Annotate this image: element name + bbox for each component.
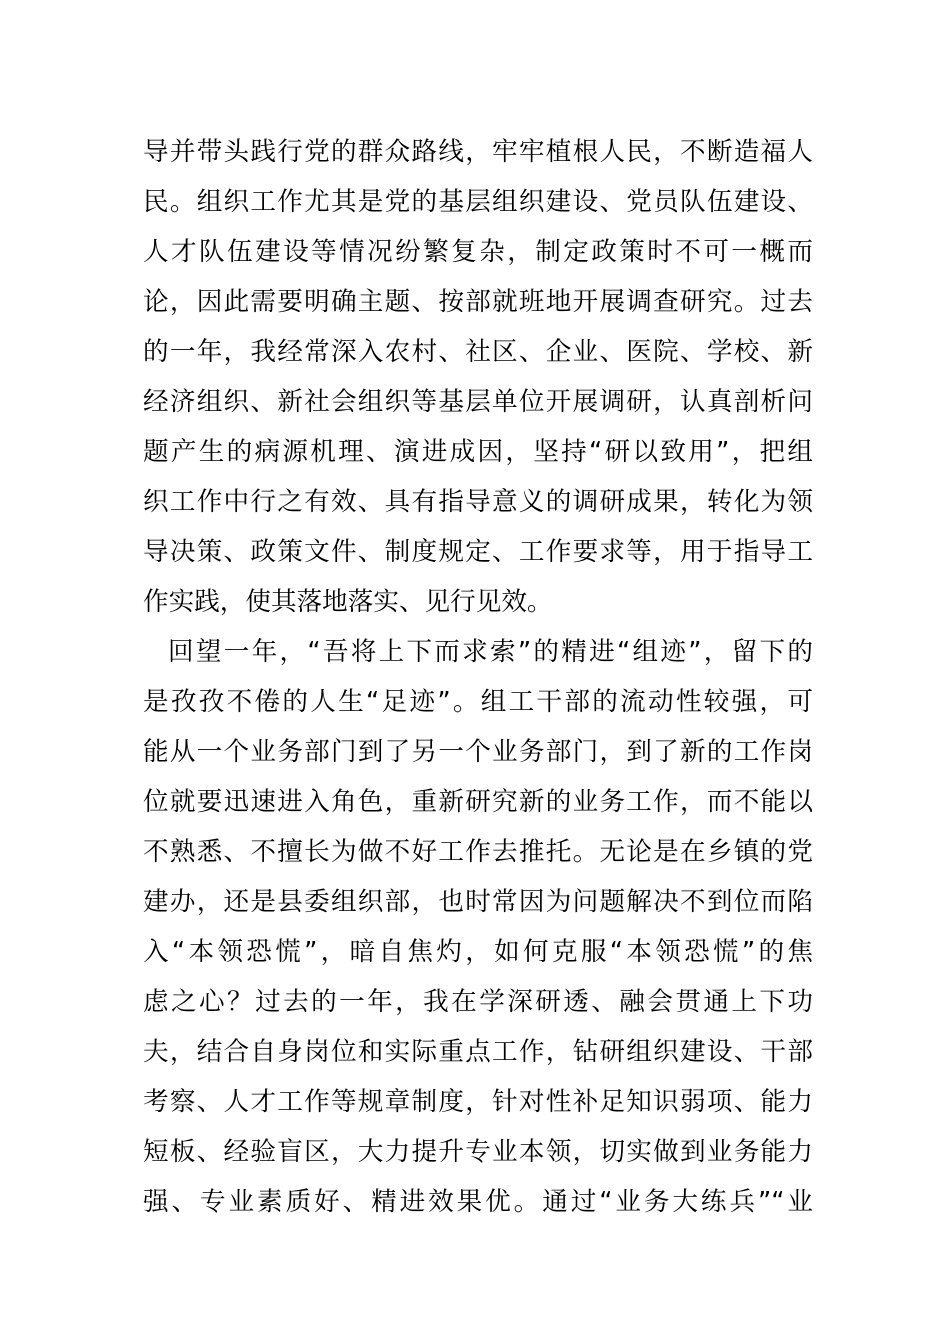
text-line: 回望一年，“吾将上下而求索”的精进“组迹”，留下的 [168,637,813,667]
paragraph-1 [143,127,813,627]
body-text [143,127,813,1227]
text-line: 入“本领恐慌”，暗自焦灼，如何克服“本领恐慌”的焦 [143,937,813,967]
text-line: 考察、人才工作等规章制度，针对性补足知识弱项、能力 [143,1087,813,1117]
text-line: 是孜孜不倦的人生“足迹”。组工干部的流动性较强，可 [143,687,813,717]
text-line: 虑之心？过去的一年，我在学深研透、融会贯通上下功 [143,987,813,1017]
text-line: 导决策、政策文件、制度规定、工作要求等，用于指导工 [143,537,813,567]
text-line: 建办，还是县委组织部，也时常因为问题解决不到位而陷 [143,887,813,917]
text-line: 民。组织工作尤其是党的基层组织建设、党员队伍建设、 [143,187,813,217]
text-line: 的一年，我经常深入农村、社区、企业、医院、学校、新 [143,337,813,367]
text-line: 不熟悉、不擅长为做不好工作去推托。无论是在乡镇的党 [143,837,813,867]
text-line: 导并带头践行党的群众路线，牢牢植根人民，不断造福人 [143,137,813,167]
text-line: 论，因此需要明确主题、按部就班地开展调查研究。过去 [143,287,813,317]
text-line: 人才队伍建设等情况纷繁复杂，制定政策时不可一概而 [143,237,813,267]
paragraph-2 [143,627,813,1227]
text-line: 位就要迅速进入角色，重新研究新的业务工作，而不能以 [143,787,813,817]
text-line: 短板、经验盲区，大力提升专业本领，切实做到业务能力 [143,1137,813,1167]
text-line: 能从一个业务部门到了另一个业务部门，到了新的工作岗 [143,737,813,767]
text-line: 经济组织、新社会组织等基层单位开展调研，认真剖析问 [143,387,813,417]
text-line: 作实践，使其落地落实、见行见效。 [143,587,553,617]
text-line: 强、专业素质好、精进效果优。通过“业务大练兵”“业 [143,1187,813,1217]
text-line: 织工作中行之有效、具有指导意义的调研成果，转化为领 [143,487,813,517]
text-line: 题产生的病源机理、演进成因，坚持“研以致用”，把组 [143,437,813,467]
text-line: 夫，结合自身岗位和实际重点工作，钻研组织建设、干部 [143,1037,813,1067]
